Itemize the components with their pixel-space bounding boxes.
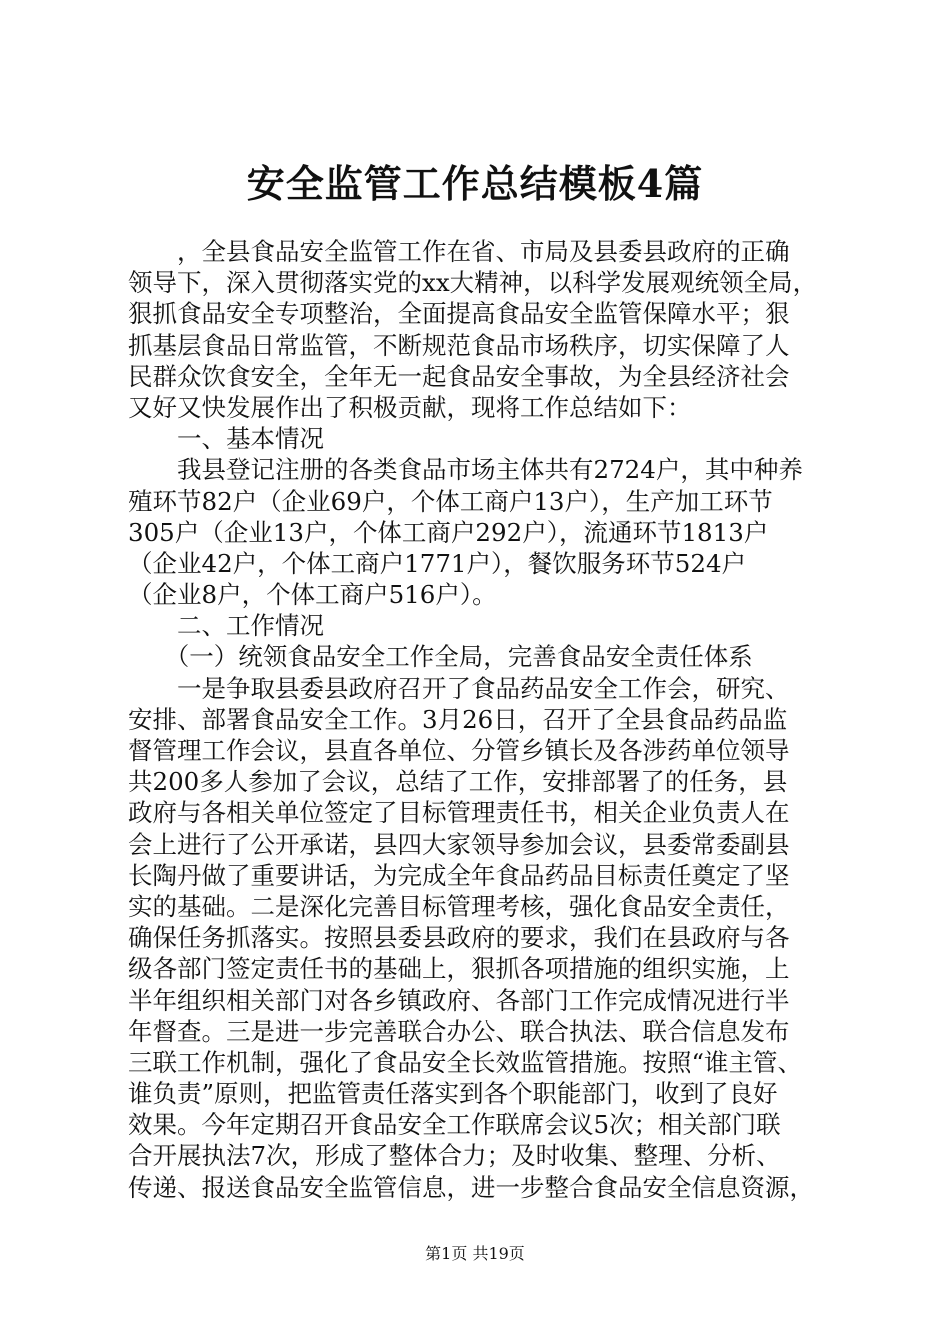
body-line: 又好又快发展作出了积极贡献，现将工作总结如下： — [128, 392, 692, 422]
body-line: 安排、部署食品安全工作。3月26日，召开了全县食品药品监 — [128, 704, 788, 734]
body-line: 确保任务抓落实。按照县委县政府的要求，我们在县政府与各 — [128, 923, 790, 953]
body-line: 共200多人参加了会议，总结了工作，安排部署了的任务，县 — [128, 767, 788, 797]
document-title: 安全监管工作总结模板4篇 — [246, 161, 704, 206]
body-line: 民群众饮食安全，全年无一起食品安全事故，为全县经济社会 — [128, 361, 790, 391]
body-line: 长陶丹做了重要讲话，为完成全年食品药品目标责任奠定了坚 — [128, 860, 790, 890]
body-line: 实的基础。二是深化完善目标管理考核，强化食品安全责任， — [128, 891, 790, 921]
body-line: 三联工作机制，强化了食品安全长效监管措施。按照“谁主管、 — [128, 1047, 803, 1077]
page-number-footer: 第1页 共19页 — [425, 1244, 525, 1263]
body-line: 效果。今年定期召开食品安全工作联席会议5次；相关部门联 — [128, 1110, 781, 1140]
body-line: 合开展执法7次，形成了整体合力；及时收集、整理、分析、 — [128, 1141, 781, 1171]
body-line: 领导下，深入贯彻落实党的xx大精神，以科学发展观统领全局， — [128, 268, 818, 298]
body-line: 一是争取县委县政府召开了食品药品安全工作会，研究、 — [128, 673, 790, 703]
body-line: 政府与各相关单位签定了目标管理责任书，相关企业负责人在 — [128, 798, 790, 828]
body-line: 会上进行了公开承诺，县四大家领导参加会议，县委常委副县 — [128, 829, 790, 859]
body-line: （一）统领食品安全工作全局，完善食品安全责任体系 — [128, 642, 753, 672]
body-line: 一、基本情况 — [128, 424, 324, 454]
body-line: 305户（企业13户，个体工商户292户），流通环节1813户 — [128, 517, 769, 547]
body-line: （企业8户，个体工商户516户）。 — [128, 580, 497, 610]
body-line: 我县登记注册的各类食品市场主体共有2724户，其中种养 — [128, 455, 803, 485]
body-line: 殖环节82户（企业69户，个体工商户13户），生产加工环节 — [128, 486, 773, 516]
body-line: 年督查。三是进一步完善联合办公、联合执法、联合信息发布 — [128, 1016, 790, 1046]
body-line: ，全县食品安全监管工作在省、市局及县委县政府的正确 — [128, 237, 790, 266]
body-line: 二、工作情况 — [128, 611, 324, 641]
body-line: 谁负责”原则，把监管责任落实到各个职能部门，收到了良好 — [128, 1079, 778, 1109]
document-body — [128, 236, 828, 1203]
body-line: 狠抓食品安全专项整治，全面提高食品安全监管保障水平；狠 — [128, 299, 790, 329]
body-line: 传递、报送食品安全监管信息，进一步整合食品安全信息资源， — [128, 1172, 814, 1202]
body-line: 级各部门签定责任书的基础上，狠抓各项措施的组织实施，上 — [128, 954, 790, 984]
body-line: 督管理工作会议，县直各单位、分管乡镇长及各涉药单位领导 — [128, 736, 790, 765]
body-line: （企业42户，个体工商户1771户），餐饮服务环节524户 — [128, 548, 747, 578]
body-line: 半年组织相关部门对各乡镇政府、各部门工作完成情况进行半 — [128, 985, 790, 1015]
body-line: 抓基层食品日常监管，不断规范食品市场秩序，切实保障了人 — [128, 330, 790, 360]
